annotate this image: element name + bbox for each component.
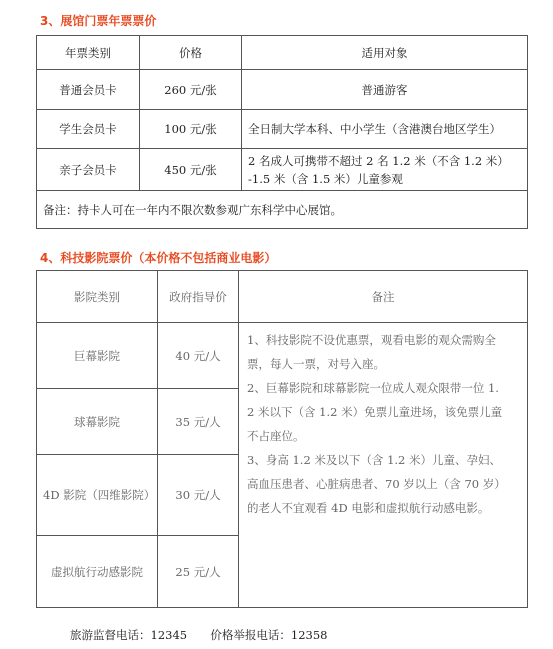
table-row — [37, 70, 528, 110]
ticket-category: 普通会员卡 — [37, 70, 140, 110]
remark-line: 1、科技影院不设优惠票，观看电影的观众需购全 — [247, 333, 496, 347]
table-header-row — [37, 36, 528, 70]
annual-ticket-table — [36, 35, 528, 229]
table-row — [37, 191, 528, 229]
remark-line: 2、巨幕影院和球幕影院一位成人观众限带一位 1. — [247, 381, 499, 395]
cinema-price: 35 元/人 — [158, 389, 239, 455]
remark-line: 票，每人一票，对号入座。 — [247, 357, 385, 371]
cinema-category: 巨幕影院 — [37, 323, 158, 389]
column-header: 影院类别 — [37, 271, 158, 323]
table-row — [37, 110, 528, 149]
table-row — [37, 149, 528, 191]
ticket-price: 260 元/张 — [140, 70, 242, 110]
cinema-category: 球幕影院 — [37, 389, 158, 455]
remark-line: 2 米以下（含 1.2 米）免票儿童进场，该免票儿童 — [247, 405, 503, 419]
tourism-hotline: 旅游监督电话：12345 — [70, 628, 188, 642]
price-hotline: 价格举报电话：12358 — [210, 628, 328, 642]
ticket-price: 450 元/张 — [140, 149, 242, 191]
ticket-category: 学生会员卡 — [37, 110, 140, 149]
column-header: 政府指导价 — [158, 271, 239, 323]
ticket-category: 亲子会员卡 — [37, 149, 140, 191]
footer-hotlines — [70, 627, 328, 643]
section3-title: 3、展馆门票年票票价 — [40, 14, 157, 28]
remark-line: 3、身高 1.2 米及以下（含 1.2 米）儿童、孕妇、 — [247, 453, 502, 467]
cinema-remarks — [239, 323, 528, 608]
table-row — [37, 323, 528, 389]
ticket-target-line: 2 名成人可携带不超过 2 名 1.2 米（不含 1.2 米） — [248, 153, 509, 168]
ticket-target — [242, 149, 528, 191]
ticket-target: 全日制大学本科、中小学生（含港澳台地区学生） — [242, 110, 528, 149]
column-header: 适用对象 — [242, 36, 528, 70]
cinema-category: 虚拟航行动感影院 — [37, 536, 158, 608]
table-note: 备注：持卡人可在一年内不限次数参观广东科学中心展馆。 — [37, 191, 528, 229]
remark-line: 不占座位。 — [247, 429, 305, 443]
section4-title: 4、科技影院票价（本价格不包括商业电影） — [40, 251, 277, 265]
ticket-target: 普通游客 — [242, 70, 528, 110]
table-header-row — [37, 271, 528, 323]
column-header: 年票类别 — [37, 36, 140, 70]
ticket-price: 100 元/张 — [140, 110, 242, 149]
cinema-price: 25 元/人 — [158, 536, 239, 608]
column-header: 备注 — [239, 271, 528, 323]
remark-line: 的老人不宜观看 4D 电影和虚拟航行动感电影。 — [247, 501, 490, 515]
cinema-price: 40 元/人 — [158, 323, 239, 389]
column-header: 价格 — [140, 36, 242, 70]
ticket-target-line: -1.5 米（含 1.5 米）儿童参观 — [248, 171, 403, 186]
cinema-price: 30 元/人 — [158, 455, 239, 536]
cinema-category: 4D 影院（四维影院） — [37, 455, 158, 536]
cinema-ticket-table — [36, 270, 528, 608]
remark-line: 高血压患者、心脏病患者、70 岁以上（含 70 岁） — [247, 477, 506, 491]
